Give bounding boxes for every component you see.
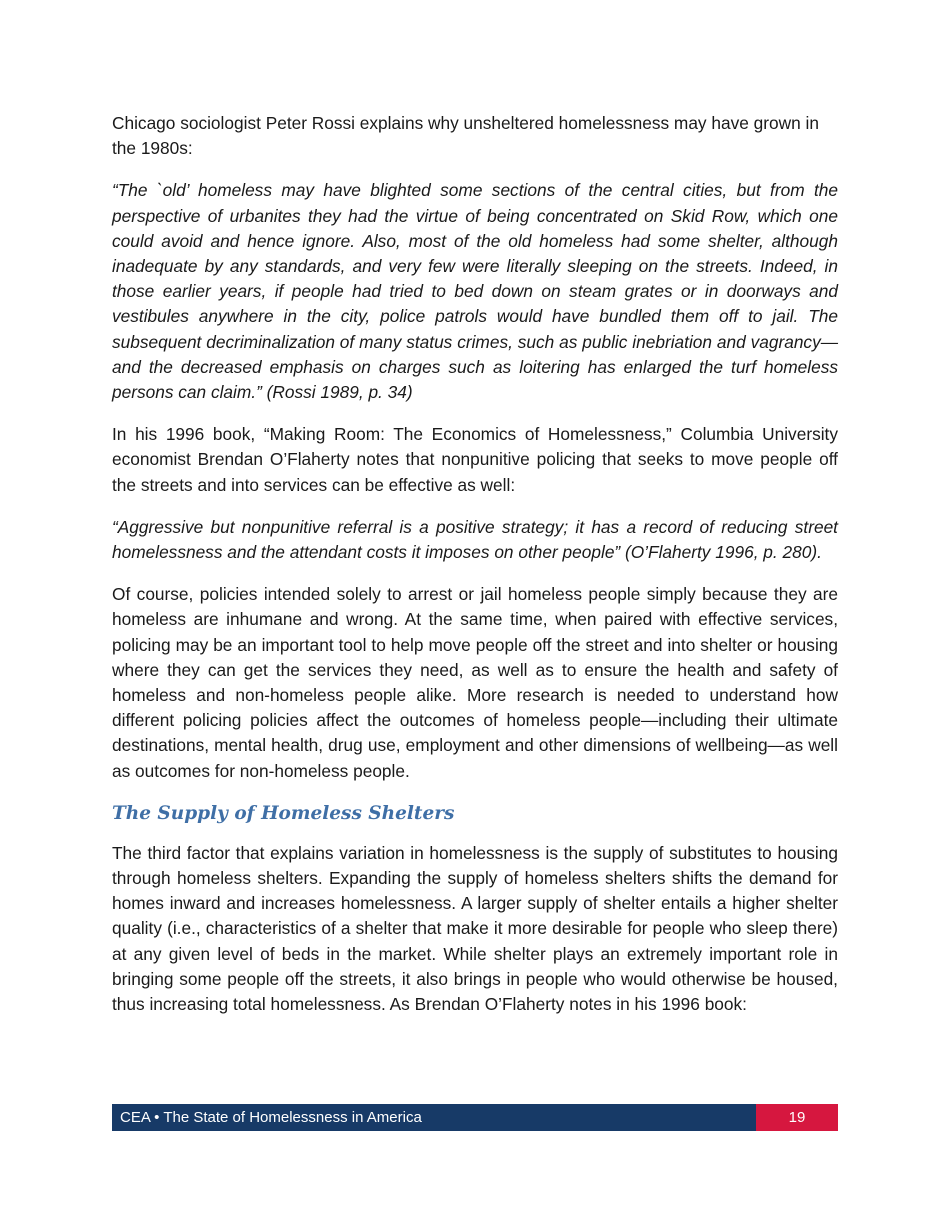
footer-title: CEA • The State of Homelessness in America [112, 1104, 756, 1131]
intro-paragraph: Chicago sociologist Peter Rossi explains why unsheltered homelessness may have grown in the 1980s: [112, 113, 819, 159]
rossi-quote: “The `old’ homeless may have blighted some sections of the central cities, but from the perspective of urbanites they had the virtue of being concentrated on Skid Row, which one could avoid and hence ignore. Also, most of the old homeless had some shelter, although inadequate by any standards, and very few were literally sleeping on the streets. Indeed, in those earlier years, if people had tried to bed down on steam grates or in doorways and vestibules anywhere in the city, police patrols would have bundled them off to jail. The subsequent decriminalization of many status crimes, such as public inebriation and vagrancy—and the decreased emphasis on charges such as loitering has enlarged the turf homeless persons can claim.” (Rossi 1989, p. 34) [112, 180, 838, 403]
section-heading: The Supply of Homeless Shelters [112, 802, 455, 824]
shelters-paragraph: The third factor that explains variation in homelessness is the supply of substitutes to housing through homeless shelters. Expanding the supply of homeless shelters shifts the demand for homes inward and increases homelessness. A larger supply of shelter entails a higher shelter quality (i.e., characteristics of a shelter that make it more desirable for people who sleep there) at any given level of beds in the market. While shelter plays an extremely important role in bringing some people off the streets, it also brings in people who would otherwise be housed, thus increasing total homelessness. As Brendan O’Flaherty notes in his 1996 book: [112, 842, 838, 1015]
oflaherty-paragraph: In his 1996 book, “Making Room: The Economics of Homelessness,” Columbia University economist Brendan O’Flaherty notes that nonpunitive policing that seeks to move people off the streets and into services can be effective as well: [112, 424, 838, 495]
page-number: 19 [756, 1104, 838, 1131]
page-content [112, 111, 838, 1017]
page-footer [112, 1104, 838, 1131]
oflaherty-quote: “Aggressive but nonpunitive referral is a positive strategy; it has a record of reducing street homelessness and the attendant costs it imposes on other people” (O’Flaherty 1996, p. 280). [112, 516, 838, 563]
policies-paragraph: Of course, policies intended solely to arrest or jail homeless people simply because they are homeless are inhumane and wrong. At the same time, when paired with effective services, policing may be an important tool to help move people off the street and into shelter or housing where they can get the services they need, as well as to ensure the health and safety of homeless and non-homeless people alike. More research is needed to understand how different policing policies affect the outcomes of homeless people—including their ultimate destinations, mental health, drug use, employment and other dimensions of wellbeing—as well as outcomes for non-homeless people. [112, 584, 838, 781]
